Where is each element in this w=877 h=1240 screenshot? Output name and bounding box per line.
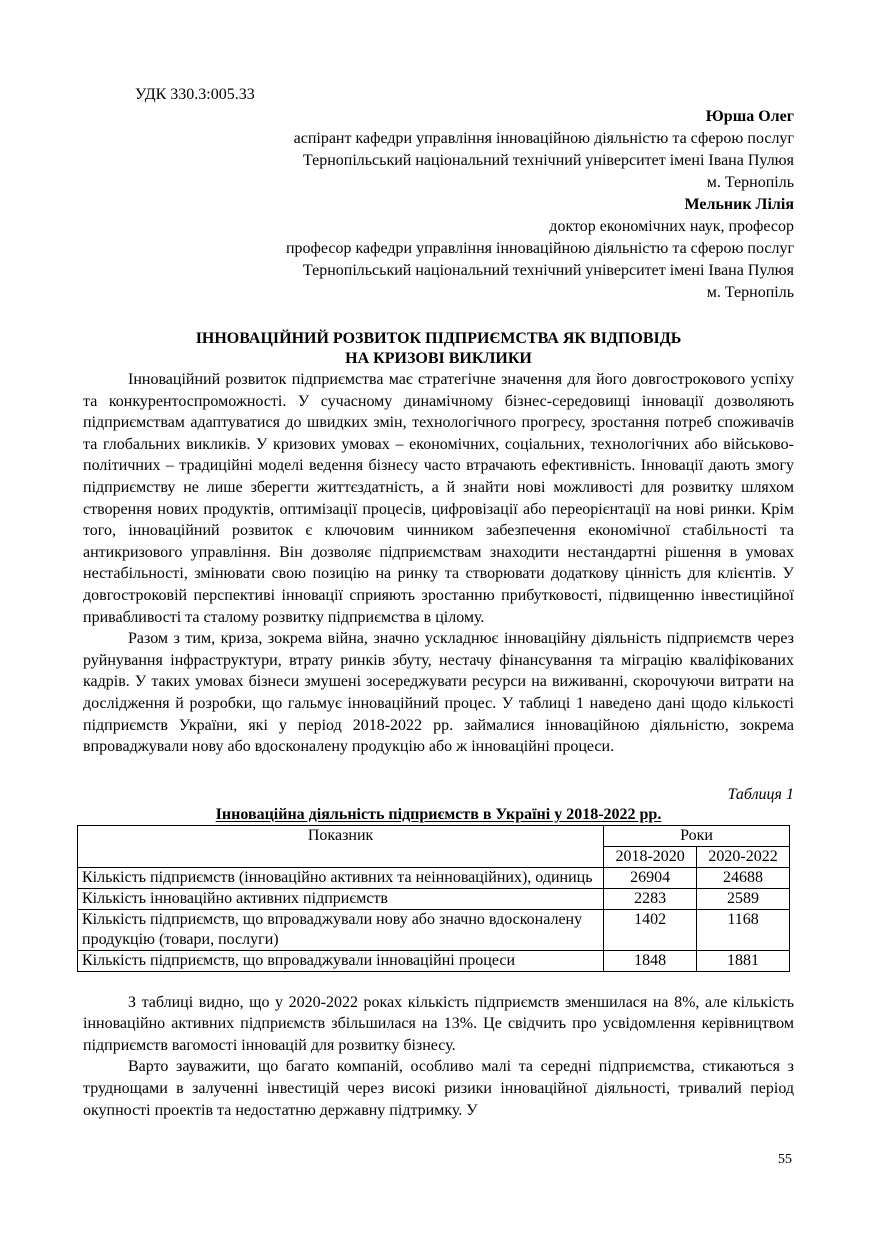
author-degree: доктор економічних наук, професор [549, 218, 794, 235]
table-row [78, 867, 790, 888]
row-value: 24688 [697, 867, 790, 888]
udk-code: УДК 330.3:005.33 [135, 86, 255, 103]
row-value: 1848 [604, 950, 697, 971]
row-value: 2589 [697, 888, 790, 909]
row-label: Кількість підприємств, що впроваджували інноваційні процеси [78, 950, 604, 971]
row-value: 2283 [604, 888, 697, 909]
article-title [83, 329, 794, 369]
author-city: м. Тернопіль [706, 284, 794, 301]
article-page [83, 84, 794, 1121]
table-row [78, 909, 790, 950]
row-value: 26904 [604, 867, 697, 888]
author-block-2 [83, 194, 794, 304]
table-title: Інноваційна діяльність підприємств в Україні у 2018-2022 рр. [215, 805, 662, 823]
row-value: 1168 [697, 909, 790, 950]
row-value: 1402 [604, 909, 697, 950]
author-university: Тернопільський національний технічний університет імені Івана Пулюя [302, 152, 794, 169]
page-number: 55 [778, 1152, 792, 1167]
author-position: аспірант кафедри управління інноваційною діяльністю та сферою послуг [293, 130, 794, 147]
title-line: ІННОВАЦІЙНИЙ РОЗВИТОК ПІДПРИЄМСТВА ЯК ВІДПОВІДЬ [195, 330, 682, 347]
body-paragraph: Варто зауважити, що багато компаній, особливо малі та середні підприємства, стикаються з труднощами в залученні інвестицій через високі ризики інноваційної діяльності, тривалий період окупності проектів та недостатню державну підтримку. У [83, 1058, 794, 1119]
author-position: професор кафедри управління інноваційною діяльністю та сферою послуг [285, 240, 794, 257]
title-line: НА КРИЗОВІ ВИКЛИКИ [345, 350, 532, 367]
table-row [78, 950, 790, 971]
table-header-row [78, 825, 790, 846]
author-university: Тернопільський національний технічний університет імені Івана Пулюя [302, 262, 794, 279]
table-caption: Таблиця 1 [727, 785, 794, 803]
author-city: м. Тернопіль [706, 174, 794, 191]
body-paragraph: З таблиці видно, що у 2020-2022 роках кількість підприємств зменшилася на 8%, але кількість інноваційно активних підприємств збільшилася на 13%. Це свідчить про усвідомлення керівництвом підприємств вагомості інновацій для розвитку бізнесу. [83, 993, 794, 1054]
row-label: Кількість інноваційно активних підприємств [78, 888, 604, 909]
header-period: 2020-2022 [697, 846, 790, 867]
innovation-table [77, 825, 790, 972]
body-paragraph: Інноваційний розвиток підприємства має стратегічне значення для його довгострокового успіху та конкурентоспроможності. У сучасному динамічному бізнес-середовищі інновації дозволяють підприємствам адаптуватися до швидких змін, технологічного прогресу, зростання потреб споживачів та глобальних викликів. У кризових умовах – економічних, соціальних, технологічних або військово-політичних – традиційні моделі ведення бізнесу часто втрачають ефективність. Інновації дають змогу підприємству не лише зберегти життєздатність, а й знайти нові можливості для розвитку шляхом створення нових продуктів, оптимізації процесів, цифровізації або переорієнтації на нові ринки. Крім того, інноваційний розвиток є ключовим чинником забезпечення економічної стабільності та антикризового управління. Він дозволяє підприємствам знаходити нестандартні рішення в умовах нестабільності, змінювати свою позицію на ринку та створювати додаткову цінність для клієнтів. У довгостроковій перспективі інновації сприяють зростанню прибутковості, підвищенню інвестиційної привабливості та сталому розвитку підприємства в цілому. [83, 371, 794, 626]
author-name: Юрша Олег [705, 108, 794, 125]
row-value: 1881 [697, 950, 790, 971]
author-name: Мельник Лілія [684, 196, 794, 213]
table-row [78, 888, 790, 909]
author-block-1 [83, 106, 794, 194]
body-paragraph: Разом з тим, криза, зокрема війна, значно ускладнює інноваційну діяльність підприємств через руйнування інфраструктури, втрату ринків збуту, нестачу фінансування та міграцію кваліфікованих кадрів. У таких умовах бізнеси змушені зосереджувати ресурси на виживанні, скорочуючи витрати на дослідження й розробки, що гальмує інноваційний процес. У таблиці 1 наведено дані щодо кількості підприємств України, які у період 2018-2022 рр. займалися інноваційною діяльністю, зокрема впроваджували нову або вдосконалену продукцію або ж інноваційні процеси. [83, 630, 794, 756]
header-indicator: Показник [78, 825, 604, 867]
row-label: Кількість підприємств, що впроваджували нову або значно вдосконалену продукцію (товари, послуги) [78, 909, 604, 950]
row-label: Кількість підприємств (інноваційно активних та неінноваційних), одиниць [78, 867, 604, 888]
header-years: Роки [604, 825, 790, 846]
header-period: 2018-2020 [604, 846, 697, 867]
